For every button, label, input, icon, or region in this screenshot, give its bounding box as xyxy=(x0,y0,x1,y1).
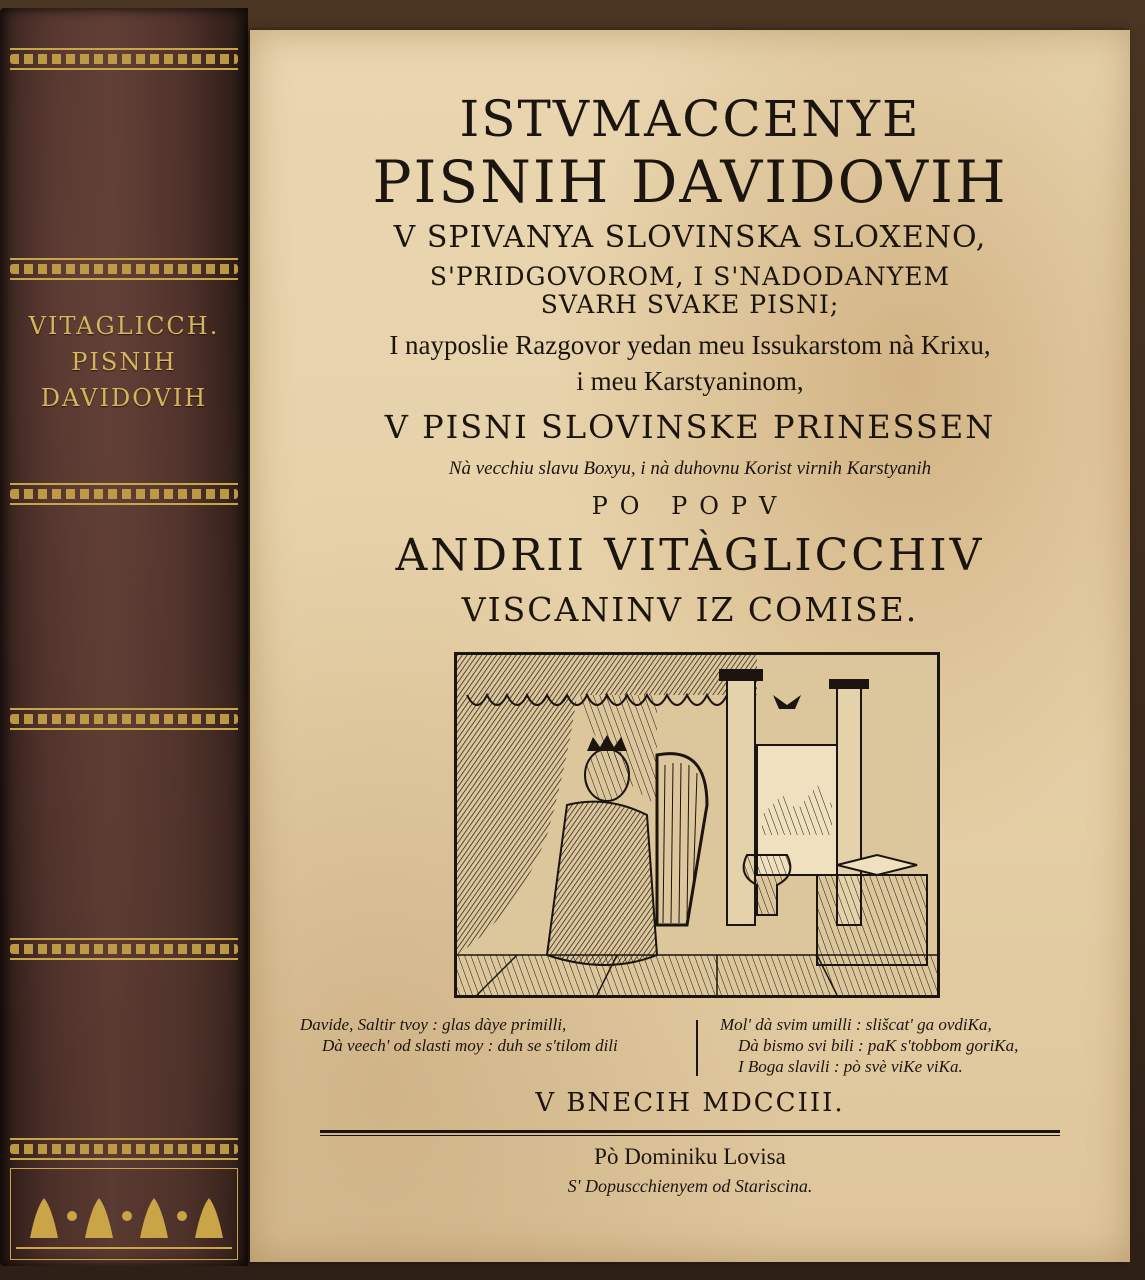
main-title: PISNIH DAVIDOVIH xyxy=(372,148,1008,216)
verse-line: Dà veech' od slasti moy : duh se s'tilom dili xyxy=(322,1036,618,1055)
subtitle-line: i meu Karstyaninom, xyxy=(576,366,804,396)
imprint-rule xyxy=(320,1130,1060,1133)
spine-title-line: PISNIH xyxy=(71,348,177,376)
author-origin: VISCANINV IZ COMISE. xyxy=(461,590,919,629)
verse-line: Dà bismo svi bili : paK s'tobbom goriKa, xyxy=(738,1036,1019,1055)
author-prefix: PO POPV xyxy=(591,492,789,520)
spine-floral-ornament-icon xyxy=(10,1168,238,1260)
woodcut-illustration xyxy=(454,652,940,998)
spine-gilt-band xyxy=(10,258,238,280)
spine-title-line: VITAGLICCH. xyxy=(28,312,220,340)
spine-title-line: DAVIDOVIH xyxy=(40,384,208,412)
author-name: ANDRII VITÀGLICCHIV xyxy=(395,530,985,581)
title-line-1: ISTVMACCENYE xyxy=(459,90,921,148)
spine-gilt-band xyxy=(10,1138,238,1160)
spine-gilt-band xyxy=(10,708,238,730)
verse-divider xyxy=(696,1020,698,1076)
title-page xyxy=(250,30,1130,1262)
subtitle-line: I nayposlie Razgovor yedan meu Issukarstom nà Krixu, xyxy=(389,330,991,360)
subtitle-line: SVARH SVAKE PISNI; xyxy=(540,290,840,319)
imprint-place-year: V BNECIH MDCCIII. xyxy=(535,1088,845,1118)
imprint-printer: Pò Dominiku Lovisa xyxy=(594,1144,786,1169)
spine-title-label xyxy=(6,308,242,416)
verse-right-tercet xyxy=(720,1014,1018,1077)
subtitle-line: S'PRIDGOVOROM, I S'NADODANYEM xyxy=(429,262,951,291)
verse-left-couplet xyxy=(300,1014,618,1056)
spine-gilt-band xyxy=(10,938,238,960)
book-spine xyxy=(0,8,248,1266)
subtitle-line: V PISNI SLOVINSKE PRINESSEN xyxy=(384,408,996,446)
spine-gilt-band xyxy=(10,48,238,70)
imprint-rule-thin xyxy=(320,1135,1060,1136)
verse-line: Mol' dà svim umilli : slišcat' ga ovdiKa, xyxy=(720,1015,992,1034)
subtitle-line: V SPIVANYA SLOVINSKA SLOXENO, xyxy=(393,220,987,255)
verse-line: I Boga slavili : pò svè viKe viKa. xyxy=(738,1057,963,1076)
spine-gilt-band xyxy=(10,483,238,505)
imprint-permission: S' Dopuscchienyem od Stariscina. xyxy=(567,1176,813,1196)
dedication-line: Nà vecchiu slavu Boxyu, i nà duhovnu Korist virnih Karstyanih xyxy=(448,458,932,479)
verse-line: Davide, Saltir tvoy : glas dàye primilli, xyxy=(300,1015,567,1034)
